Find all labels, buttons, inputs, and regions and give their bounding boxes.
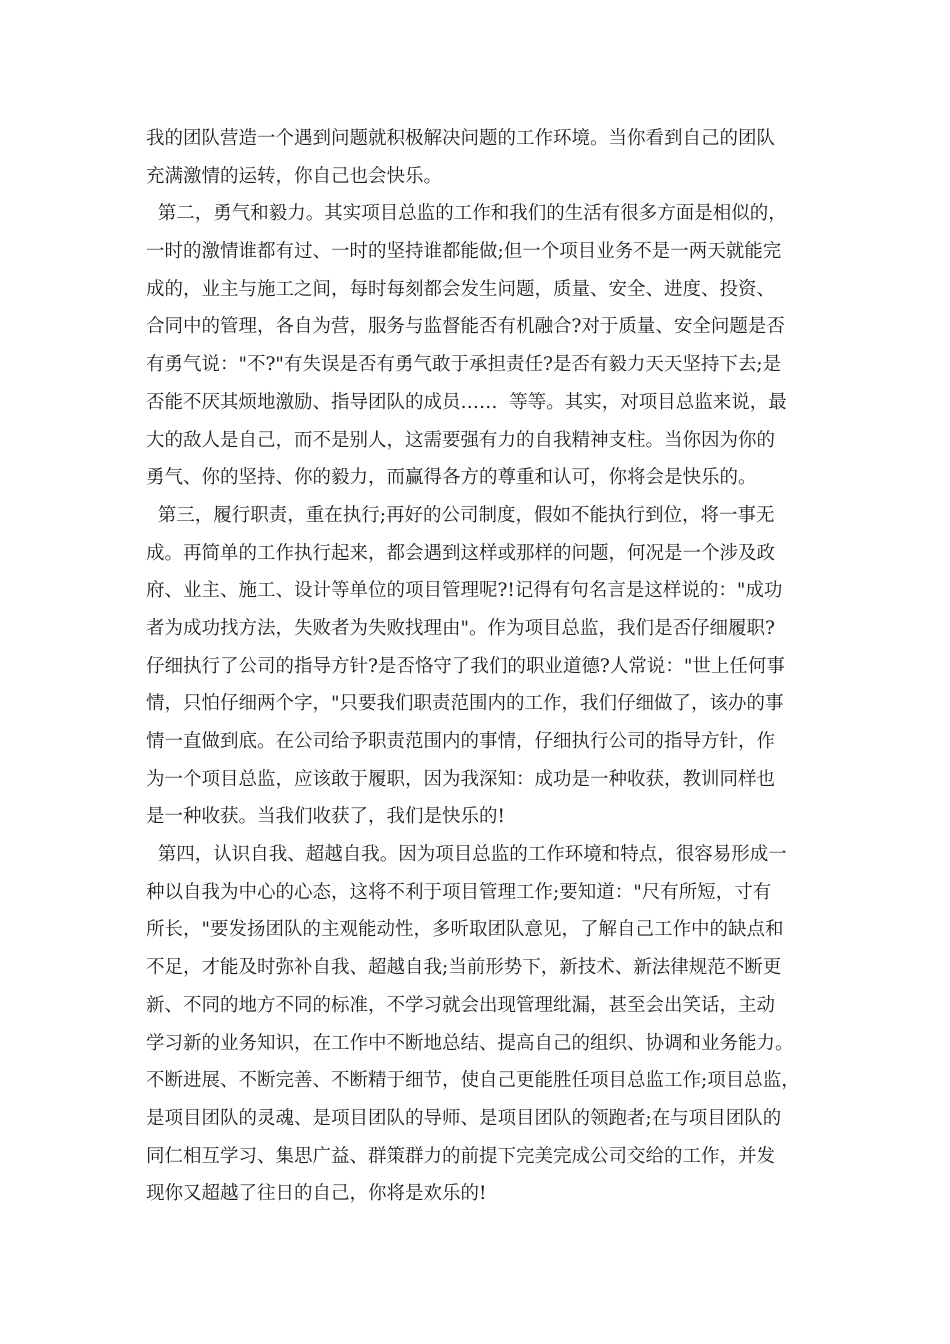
text-line: 大的敌人是自己，而不是别人，这需要强有力的自我精神支柱。当你因为你的 [146, 429, 776, 451]
text-line: 情一直做到底。在公司给予职责范围内的事情，仔细执行公司的指导方针，作 [146, 731, 776, 752]
text-line: 同仁相互学习、集思广益、群策群力的前提下完美完成公司交给的工作，并发 [146, 1145, 776, 1167]
text-line: 情，只怕仔细两个字，"只要我们职责范围内的工作，我们仔细做了，该办的事 [146, 693, 784, 715]
text-line: 第四，认识自我、超越自我。因为项目总监的工作环境和特点，很容易形成一 [146, 844, 787, 866]
text-line: 否能不厌其烦地激励、指导团队的成员…… 等等。其实，对项目总监来说，最 [146, 391, 787, 413]
text-line: 勇气、你的坚持、你的毅力，而赢得各方的尊重和认可，你将会是快乐的。 [146, 467, 757, 489]
text-line: 仔细执行了公司的指导方针?是否恪守了我们的职业道德?人常说："世上任何事 [146, 655, 785, 677]
text-line: 成的，业主与施工之间，每时每刻都会发生问题，质量、安全、进度、投资、 [146, 278, 776, 300]
text-line: 第二，勇气和毅力。其实项目总监的工作和我们的生活有很多方面是相似的， [146, 203, 787, 225]
text-line: 者为成功找方法，失败者为失败找理由"。作为项目总监，我们是否仔细履职? [146, 617, 775, 639]
body-text [146, 120, 826, 1213]
text-line: 成。再简单的工作执行起来，都会遇到这样或那样的问题，何况是一个涉及政 [146, 542, 776, 564]
text-line: 第三，履行职责，重在执行;再好的公司制度，假如不能执行到位，将一事无 [146, 504, 775, 526]
text-line: 种以自我为中心的心态，这将不利于项目管理工作;要知道："尺有所短，寸有 [146, 881, 772, 903]
text-line: 不断进展、不断完善、不断精于细节，使自己更能胜任项目总监工作;项目总监， [146, 1070, 800, 1092]
text-line: 学习新的业务知识，在工作中不断地总结、提高自己的组织、协调和业务能力。 [146, 1032, 794, 1054]
text-line: 不足，才能及时弥补自我、超越自我;当前形势下，新技术、新法律规范不断更 [146, 957, 782, 979]
text-line: 合同中的管理，各自为营，服务与监督能否有机融合?对于质量、安全问题是否 [146, 316, 785, 338]
text-line: 充满激情的运转，你自己也会快乐。 [146, 165, 443, 187]
text-line: 是项目团队的灵魂、是项目团队的导师、是项目团队的领跑者;在与项目团队的 [146, 1107, 782, 1129]
text-line: 所长，"要发扬团队的主观能动性，多听取团队意见，了解自己工作中的缺点和 [146, 919, 784, 941]
text-line: 我的团队营造一个遇到问题就积极解决问题的工作环境。当你看到自己的团队 [146, 128, 776, 149]
text-line: 府、业主、施工、设计等单位的项目管理呢?!记得有句名言是这样说的："成功 [146, 580, 783, 602]
text-line: 有勇气说："不?"有失误是否有勇气敢于承担责任?是否有毅力天天坚持下去;是 [146, 354, 782, 376]
text-line: 是一种收获。当我们收获了，我们是快乐的! [146, 806, 505, 828]
text-line: 现你又超越了往日的自己，你将是欢乐的! [146, 1183, 487, 1205]
text-line: 为一个项目总监，应该敢于履职，因为我深知：成功是一种收获，教训同样也 [146, 768, 776, 790]
text-line: 一时的激情谁都有过、一时的坚持谁都能做;但一个项目业务不是一两天就能完 [146, 241, 782, 263]
text-line: 新、不同的地方不同的标准，不学习就会出现管理纰漏，甚至会出笑话，主动 [146, 994, 776, 1016]
